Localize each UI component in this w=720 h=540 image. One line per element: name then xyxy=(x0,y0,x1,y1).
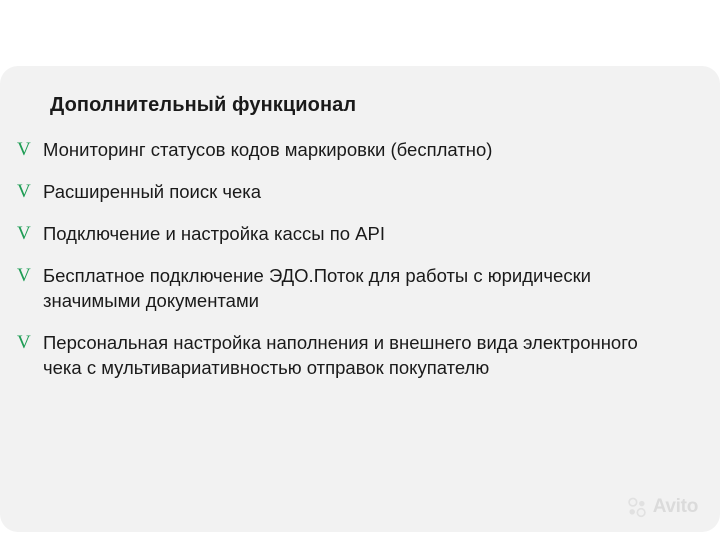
check-icon: V xyxy=(17,139,31,160)
list-item-label: Персональная настройка наполнения и внешнего вида электронного чека с мультивариативностью отправок покупателю xyxy=(43,332,638,378)
card-content xyxy=(16,94,696,397)
list-item xyxy=(16,330,696,380)
feature-list xyxy=(16,137,696,380)
list-item-label: Мониторинг статусов кодов маркировки (бесплатно) xyxy=(43,139,493,160)
list-item xyxy=(16,263,696,313)
list-item-label: Расширенный поиск чека xyxy=(43,181,262,202)
watermark xyxy=(626,496,698,518)
list-item xyxy=(16,221,696,246)
watermark-label: Avito xyxy=(652,496,698,517)
list-item xyxy=(16,137,696,162)
check-icon: V xyxy=(17,332,31,353)
list-item xyxy=(16,179,696,204)
feature-card xyxy=(0,66,720,532)
check-icon: V xyxy=(17,265,31,286)
check-icon: V xyxy=(17,223,31,244)
check-icon: V xyxy=(17,181,31,202)
list-item-label: Подключение и настройка кассы по API xyxy=(43,223,385,244)
page-title: Дополнительный функционал xyxy=(50,94,357,116)
list-item-label: Бесплатное подключение ЭДО.Поток для работы с юридически значимыми документами xyxy=(43,265,591,311)
avito-logo-icon xyxy=(626,496,648,518)
